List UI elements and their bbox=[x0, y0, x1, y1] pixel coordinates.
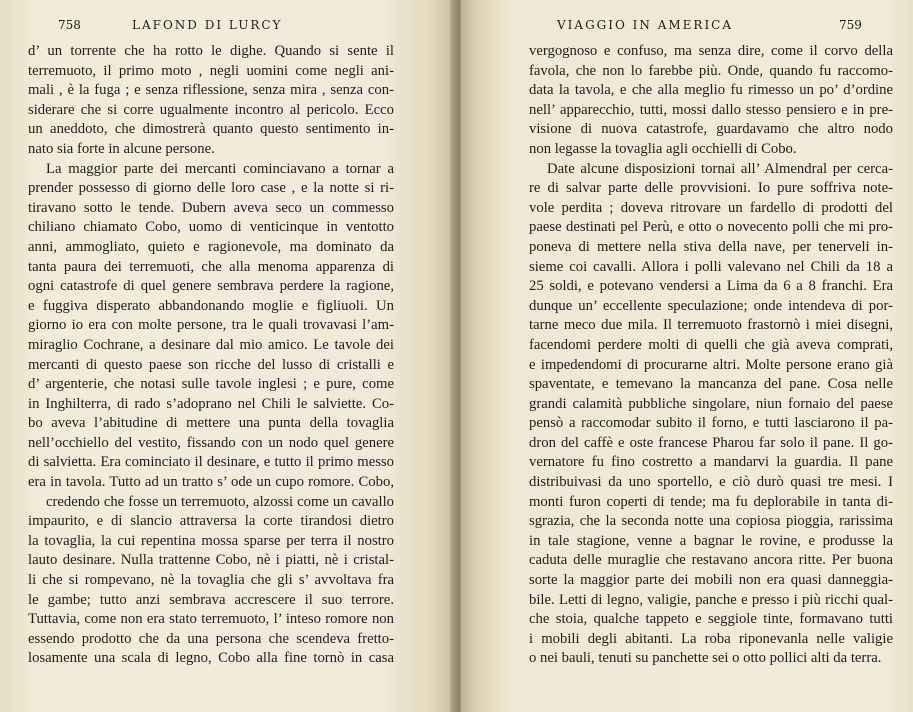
text-line: nell’ apparecchio, tutti, mossi dallo stesso pensiero e in pre- bbox=[529, 101, 893, 118]
text-line: losamente una scala di legno, Cobo alla fine tornò in casa bbox=[28, 650, 394, 667]
text-line: bile. Letti di legno, valigie, panche e presso i più ricchi qual- bbox=[529, 591, 893, 608]
text-line: pensò a raccomodar subito il forno, e tutti lasciarono il pa- bbox=[529, 415, 893, 432]
text-line: d’ un torrente che ha rotto le dighe. Quando si sente il bbox=[28, 43, 394, 59]
text-line: visione di nuova catastrofe, guardavamo che altro nodo bbox=[529, 121, 893, 138]
text-line: era in tavola. Tutto ad un tratto s’ ode un cupo romore. Cobo, bbox=[28, 474, 394, 491]
text-line: in Inghilterra, di rado s’adoprano nel Chili le salviette. Co- bbox=[28, 395, 394, 412]
text-line: Tuttavia, come non era stato terremuoto, l’ inteso romore non bbox=[28, 611, 394, 628]
text-line: che stoia, qualche tappeto e seggiole tinte, formavano tutti bbox=[529, 611, 893, 628]
text-line: spaventate, e temevano la mancanza del pane. Cosa nelle bbox=[529, 376, 893, 393]
text-line: tarne meco due mila. Il terremuoto frastornò i miei disegni, bbox=[529, 317, 893, 334]
text-line: le gambe; tutto anzi sembrava accrescere il suo terrore. bbox=[28, 591, 394, 608]
text-line: sieme coi cavalli. Allora i polli valevano nel Chili da 18 a bbox=[529, 258, 893, 275]
text-line: vole perdita ; doveva ritrovare un fardello di prodotti del bbox=[529, 199, 893, 216]
text-line: miraglio Cochrane, a desinare dal mio amico. Le tavole dei bbox=[28, 336, 394, 353]
text-line: e fuggiva disperato abbandonando moglie e figliuoli. Un bbox=[28, 297, 394, 314]
text-line: la tovaglia, la cui repentina mossa sparse per terra il nostro bbox=[28, 532, 394, 549]
text-line: favola, che non lo farebbe più. Onde, quando fu raccomo- bbox=[529, 62, 893, 79]
text-line: sgrazia, che la seconda notte una copiosa pioggia, rarissima bbox=[529, 513, 893, 530]
text-line: o nei bauli, tenuti su panchette sei o otto pollici alti da terra. bbox=[529, 650, 882, 667]
text-line: non legasse la tovaglia agli occhielli di Cobo. bbox=[529, 140, 797, 157]
text-line: grandi calamità pubbliche singolare, niun fornaio del paese bbox=[529, 395, 893, 412]
running-title-right: VIAGGIO IN AMERICA bbox=[557, 18, 734, 32]
text-line: impaurito, e di slancio attraversa la corte tirandosi dietro bbox=[28, 513, 394, 530]
text-line: ogni catastrofe di quel genere sembrava perdere la ragione, bbox=[28, 278, 394, 295]
text-line: facendomi perdere molti di quelli che già aveva comprati, bbox=[529, 336, 893, 353]
text-line: giorno io era con molte persone, tra le quali trovavasi l’am- bbox=[28, 317, 394, 334]
text-line: tiravano sotto le tende. Dubern aveva seco un commesso bbox=[28, 199, 394, 216]
text-line: mali , è la fuga ; e senza riflessione, senza mira , senza con- bbox=[28, 82, 394, 99]
text-line: d’ argenterie, che notasi sulle tavole inglesi ; e pure, come bbox=[28, 376, 394, 393]
running-title-left: LAFOND DI LURCY bbox=[132, 18, 283, 32]
text-line: La maggior parte dei mercanti cominciavano a tornar a bbox=[46, 160, 394, 177]
text-line: re di salvar parte delle provvisioni. Io pure soffriva note- bbox=[529, 180, 893, 197]
text-line: Date alcune disposizioni tornai all’ Almendral per cerca- bbox=[547, 160, 893, 177]
text-line: poneva di mettere nella stiva della nave, per tenerveli in- bbox=[529, 238, 893, 255]
text-line: credendo che fosse un terremuoto, alzossi come un cavallo bbox=[46, 493, 394, 510]
text-line: terremuoto, il primo moto , negli uomini come negli ani- bbox=[28, 62, 394, 79]
left-page bbox=[0, 0, 455, 712]
right-page bbox=[461, 0, 913, 712]
text-line: dunque un’ eccellente speculazione; onde intendeva di por- bbox=[529, 297, 893, 314]
text-line: prender possesso di giorno delle loro case , e la notte si ri- bbox=[28, 180, 394, 197]
text-line: anni, ammogliato, quieto e ragionevole, ma dominato da bbox=[28, 238, 394, 255]
text-line: paese destinati pel Perù, e otto o novecento polli che mi pro- bbox=[529, 219, 893, 236]
text-line: un aneddoto, che dimostrerà quanto questo sentimento in- bbox=[28, 121, 394, 138]
text-line: e impedendomi di procurarne altri. Molte persone erano già bbox=[529, 356, 893, 373]
text-line: nell’occhiello del vestito, fissando con un nodo quel genere bbox=[28, 434, 394, 451]
text-line: caduta delle muraglie che restavano ancora ritte. Per buona bbox=[529, 552, 893, 569]
page-number-left: 758 bbox=[58, 18, 81, 32]
text-line: bo aveva l’abitudine di mettere una punta della tovaglia bbox=[28, 415, 394, 432]
text-line: vergognoso e confuso, ma senza dire, come il corvo della bbox=[529, 43, 893, 59]
text-line: vernatore fu fino costretto a mandarvi la guardia. Il pane bbox=[529, 454, 893, 471]
text-line: sorte la maggior parte dei mobili non era quasi danneggia- bbox=[529, 572, 893, 589]
text-line: distribuivasi da uno sportello, e ciò durò quasi tre mesi. I bbox=[529, 474, 893, 491]
body-text-right bbox=[529, 42, 893, 669]
text-line: nato sia forte in alcune persone. bbox=[28, 140, 215, 157]
text-line: mercanti di questo paese son ricche del lusso di cristalli e bbox=[28, 356, 394, 373]
text-line: 25 soldi, e potevano vendersi a Lima da 6 a 8 franchi. Era bbox=[529, 278, 893, 295]
text-line: siderare che si corre ugualmente incontro al pericolo. Ecco bbox=[28, 101, 394, 118]
text-line: i mobili degli abitanti. La roba riponevanla nelle valigie bbox=[529, 630, 893, 647]
text-line: in tale stagione, venne a bagnar le rovine, e produsse la bbox=[529, 532, 893, 549]
text-line: tanta paura dei terremuoti, che alla menoma apparenza di bbox=[28, 258, 394, 275]
text-line: di salvietta. Era cominciato il desinare, e tutto il primo messo bbox=[28, 454, 394, 471]
text-line: essendo prodotto che da una persona che scendeva fretto- bbox=[28, 630, 394, 647]
text-line: data la tavola, e che alla meglio fu rimesso un po’ d’ordine bbox=[529, 82, 893, 99]
text-line: monti furon coperti di tende; ma fu deplorabile in tanta di- bbox=[529, 493, 893, 510]
text-line: chiliano chiamato Cobo, uomo di venticinque in ventotto bbox=[28, 219, 394, 236]
text-line: lauto desinare. Nulla trattenne Cobo, nè i piatti, nè i cristal- bbox=[28, 552, 394, 569]
text-line: li che si rompevano, nè la tovaglia che gli s’ avvoltava fra bbox=[28, 572, 394, 589]
body-text-left bbox=[28, 42, 394, 669]
text-line: dron del caffè e oste francese Pharou far solo il pane. Il go- bbox=[529, 434, 893, 451]
page-number-right: 759 bbox=[839, 18, 862, 32]
